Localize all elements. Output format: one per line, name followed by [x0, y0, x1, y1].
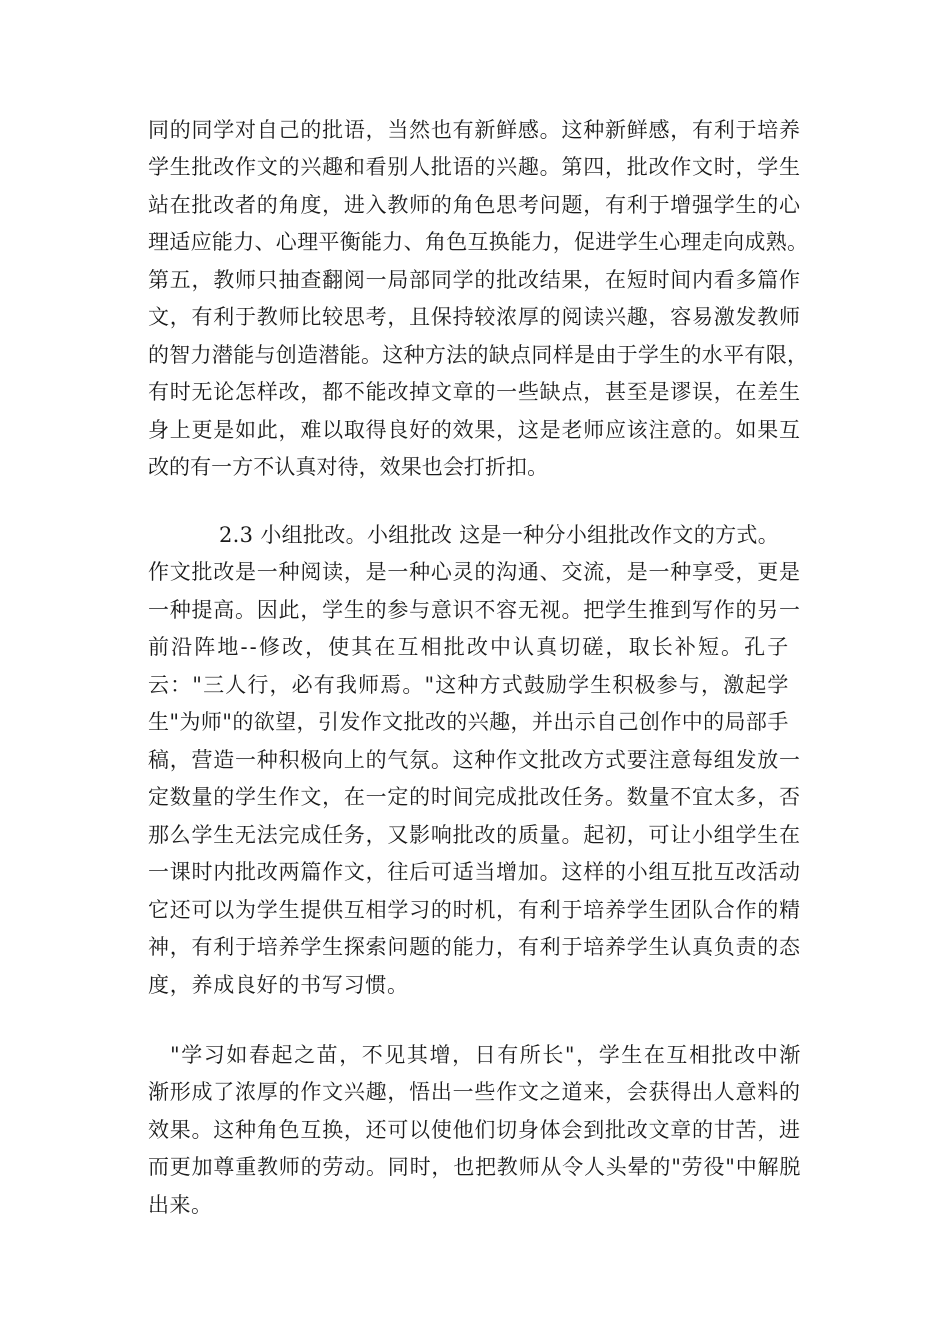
text-line: 神，有利于培养学生探索问题的能力，有利于培养学生认真负责的态	[148, 935, 801, 959]
text-line: 文，有利于教师比较思考，且保持较浓厚的阅读兴趣，容易激发教师	[148, 305, 801, 329]
text-line: 有时无论怎样改，都不能改掉文章的一些缺点，甚至是谬误，在差生	[148, 380, 801, 404]
text-line: 它还可以为学生提供互相学习的时机，有利于培养学生团队合作的精	[148, 898, 801, 922]
text-line: 生"为师"的欲望，引发作文批改的兴趣，并出示自己创作中的局部手	[148, 710, 789, 734]
text-line: 一种提高。因此，学生的参与意识不容无视。把学生推到写作的另一	[148, 598, 801, 622]
text-line: 出来。	[148, 1193, 213, 1217]
text-line: 度，养成良好的书写习惯。	[148, 973, 409, 997]
text-line: 理适应能力、心理平衡能力、角色互换能力，促进学生心理走向成熟。	[148, 230, 809, 254]
text-line: 那么学生无法完成任务，又影响批改的质量。起初，可让小组学生在	[148, 823, 801, 847]
text-line: 一课时内批改两篇作文，往后可适当增加。这样的小组互批互改活动	[148, 860, 801, 884]
text-line: 云："三人行，必有我师焉。"这种方式鼓励学生积极参与，激起学	[148, 673, 790, 697]
text-line: "学习如春起之苗，不见其增，日有所长"，学生在互相批改中渐	[170, 1043, 802, 1067]
text-line: 前沿阵地--修改，使其在互相批改中认真切磋，取长补短。孔子	[148, 635, 791, 659]
section-heading-line: 2.3 小组批改。小组批改 这是一种分小组批改作文的方式。	[219, 523, 780, 547]
text-line: 第五，教师只抽查翻阅一局部同学的批改结果，在短时间内看多篇作	[148, 268, 801, 292]
text-line: 作文批改是一种阅读，是一种心灵的沟通、交流，是一种享受，更是	[148, 560, 801, 584]
text-line: 而更加尊重教师的劳动。同时，也把教师从令人头晕的"劳役"中解脱	[148, 1155, 802, 1179]
text-line: 同的同学对自己的批语，当然也有新鲜感。这种新鲜感，有利于培养	[148, 118, 801, 142]
text-line: 效果。这种角色互换，还可以使他们切身体会到批改文章的甘苦，进	[148, 1118, 801, 1142]
text-line: 渐形成了浓厚的作文兴趣，悟出一些作文之道来，会获得出人意料的	[148, 1080, 801, 1104]
text-line: 站在批改者的角度，进入教师的角色思考问题，有利于增强学生的心	[148, 193, 801, 217]
text-line: 的智力潜能与创造潜能。这种方法的缺点同样是由于学生的水平有限，	[148, 343, 809, 367]
text-line: 身上更是如此，难以取得良好的效果，这是老师应该注意的。如果互	[148, 418, 801, 442]
text-line: 稿，营造一种积极向上的气氛。这种作文批改方式要注意每组发放一	[148, 748, 801, 772]
text-line: 定数量的学生作文，在一定的时间完成批改任务。数量不宜太多，否	[148, 785, 801, 809]
text-line: 学生批改作文的兴趣和看别人批语的兴趣。第四，批改作文时，学生	[148, 155, 801, 179]
text-line: 改的有一方不认真对待，效果也会打折扣。	[148, 455, 549, 479]
